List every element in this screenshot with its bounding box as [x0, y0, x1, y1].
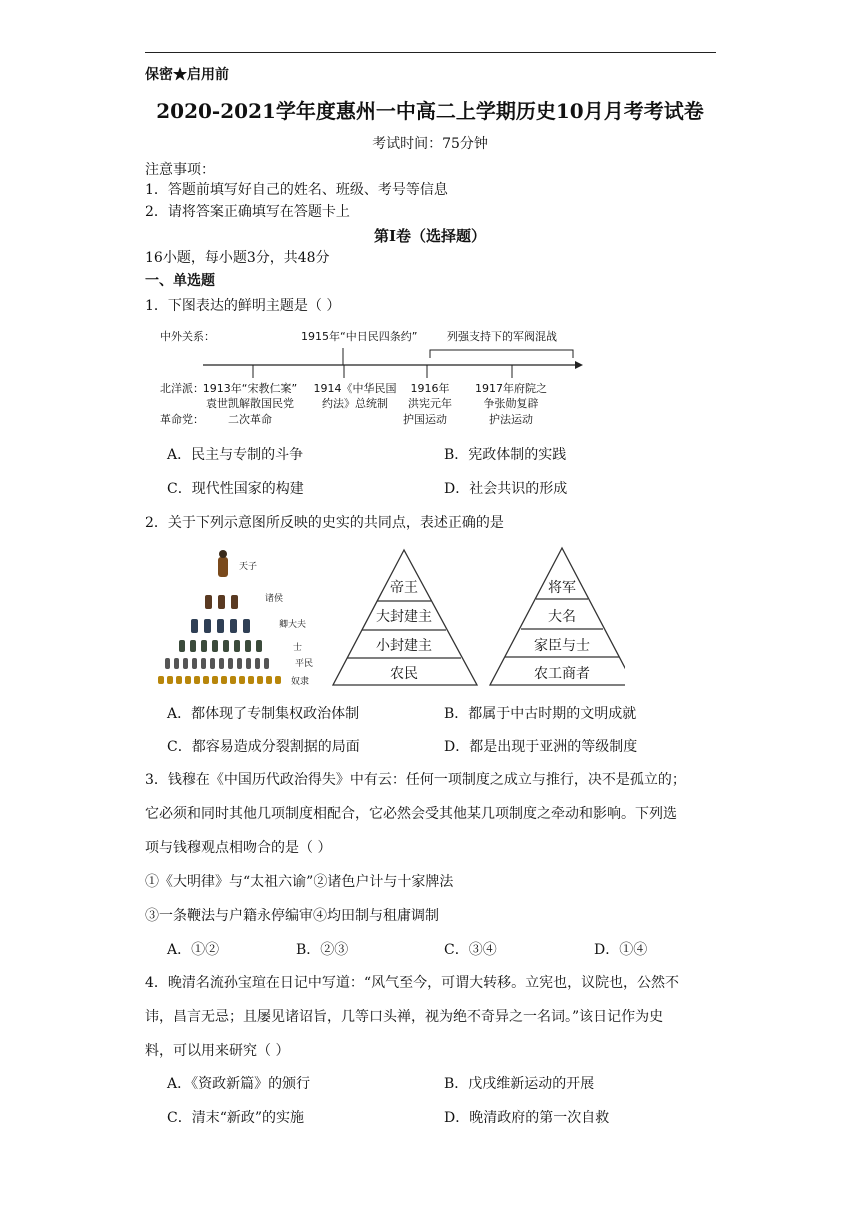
person-row [205, 595, 238, 609]
q2-option-c[interactable]: C．都容易造成分裂割据的局面 [167, 739, 360, 755]
zhou-label: 平民 [295, 659, 314, 669]
zhou-label: 天子 [239, 562, 258, 572]
event-label: 1916年 [410, 382, 450, 395]
event-label: 二次革命 [228, 413, 272, 426]
person-row [165, 658, 269, 669]
event-label: 护法运动 [489, 413, 533, 426]
event-label: 袁世凯解散国民党 [206, 397, 294, 410]
question-4-stem-line: 讳，昌言无忌；且屡见诸诏旨，几等口头禅，视为绝不奇异之一名词。”该日记作为史 [145, 1009, 664, 1025]
row-label-revolution: 革命党： [160, 413, 204, 426]
section-title: 第I卷（选择题） [373, 227, 487, 245]
question-3-item: ①《大明律》与“太祖六谕”②诸色户计与十家牌法 [145, 874, 454, 890]
zhou-label: 奴隶 [291, 677, 310, 687]
person-row [179, 640, 262, 652]
row-label-beiyang: 北洋派： [160, 382, 204, 395]
timeline-figure [155, 322, 585, 432]
q4-option-a[interactable]: A．《资政新篇》的颁行 [167, 1076, 311, 1092]
zhou-label: 卿大夫 [279, 620, 307, 630]
person-icon [218, 557, 228, 577]
note-item: 1．答题前填写好自己的姓名、班级、考号等信息 [145, 182, 448, 198]
question-3-stem-line: 它必须和同时其他几项制度相配合，它必然会受其他某几项制度之牵动和影响。下列选 [145, 806, 677, 822]
zhou-label: 诸侯 [265, 594, 284, 604]
event-label: 护国运动 [403, 413, 447, 426]
europe-level: 大封建主 [376, 609, 432, 625]
top-rule [145, 52, 716, 53]
event-label: 1913年“宋教仁案” [202, 382, 298, 395]
europe-level: 农民 [390, 666, 418, 682]
exam-title: 2020-2021学年度惠州一中高二上学期历史10月月考考试卷 [156, 99, 704, 123]
person-row [191, 619, 250, 633]
q1-option-d[interactable]: D．社会共识的形成 [444, 481, 568, 497]
q1-option-a[interactable]: A．民主与专制的斗争 [167, 447, 304, 463]
warlord-bracket-label: 列强支持下的军阀混战 [447, 330, 557, 343]
person-icon [219, 550, 227, 558]
question-2-stem: 2．关于下列示意图所反映的史实的共同点，表述正确的是 [145, 515, 504, 531]
warlord-bracket [430, 350, 573, 358]
note-item: 2．请将答案正确填写在答题卡上 [145, 204, 350, 220]
part-heading: 一、单选题 [145, 273, 215, 289]
q3-option-d[interactable]: D．①④ [594, 942, 648, 958]
q4-option-c[interactable]: C．清末“新政”的实施 [167, 1110, 305, 1126]
japan-level: 大名 [548, 609, 576, 625]
q1-option-c[interactable]: C．现代性国家的构建 [167, 481, 304, 497]
notes-heading: 注意事项： [145, 162, 215, 178]
question-4-stem-line: 4．晚清名流孙宝瑄在日记中写道：“风气至今，可谓大转移。立宪也，议院也，公然不 [145, 975, 680, 991]
japan-level: 农工商者 [534, 666, 590, 682]
q2-option-a[interactable]: A．都体现了专制集权政治体制 [167, 706, 360, 722]
zhou-hierarchy-illustration [158, 550, 313, 687]
question-3-item: ③一条鞭法与户籍永停编审④均田制与租庸调制 [145, 908, 439, 924]
q2-option-d[interactable]: D．都是出现于亚洲的等级制度 [444, 739, 638, 755]
q3-option-a[interactable]: A．①② [167, 942, 220, 958]
q3-option-b[interactable]: B．②③ [296, 942, 349, 958]
section-info: 16小题，每小题3分，共48分 [145, 250, 330, 266]
confidential-mark: 保密★启用前 [145, 67, 229, 83]
question-3-stem-line: 项与钱穆观点相吻合的是（ ） [145, 840, 332, 856]
q3-option-c[interactable]: C．③④ [444, 942, 497, 958]
zhou-label: 士 [293, 643, 303, 653]
hierarchy-figures [155, 545, 625, 695]
person-row [158, 676, 281, 684]
question-4-stem-line: 料，可以用来研究（ ） [145, 1043, 290, 1059]
event-1915: 1915年“中日民四条约” [301, 330, 418, 343]
q4-option-b[interactable]: B．戊戌维新运动的开展 [444, 1076, 595, 1092]
japan-level: 家臣与士 [534, 638, 590, 654]
q1-option-b[interactable]: B．宪政体制的实践 [444, 447, 567, 463]
q4-option-d[interactable]: D．晚清政府的第一次自救 [444, 1110, 610, 1126]
event-label: 约法》总统制 [322, 397, 388, 410]
exam-time: 考试时间：75分钟 [372, 136, 488, 152]
event-label: 洪宪元年 [408, 397, 452, 410]
q2-option-b[interactable]: B．都属于中古时期的文明成就 [444, 706, 637, 722]
europe-level: 帝王 [390, 580, 418, 596]
event-label: 争张勋复辟 [483, 397, 539, 410]
event-label: 1914《中华民国 [313, 382, 397, 395]
row-label-foreign: 中外关系： [160, 330, 215, 343]
japan-level: 将军 [548, 580, 576, 596]
question-1-stem: 1．下图表达的鲜明主题是（ ） [145, 298, 341, 314]
europe-level: 小封建主 [376, 638, 432, 654]
question-3-stem-line: 3．钱穆在《中国历代政治得失》中有云：任何一项制度之成立与推行，决不是孤立的； [145, 772, 686, 788]
event-label: 1917年府院之 [475, 382, 547, 395]
timeline-arrow [575, 361, 583, 369]
